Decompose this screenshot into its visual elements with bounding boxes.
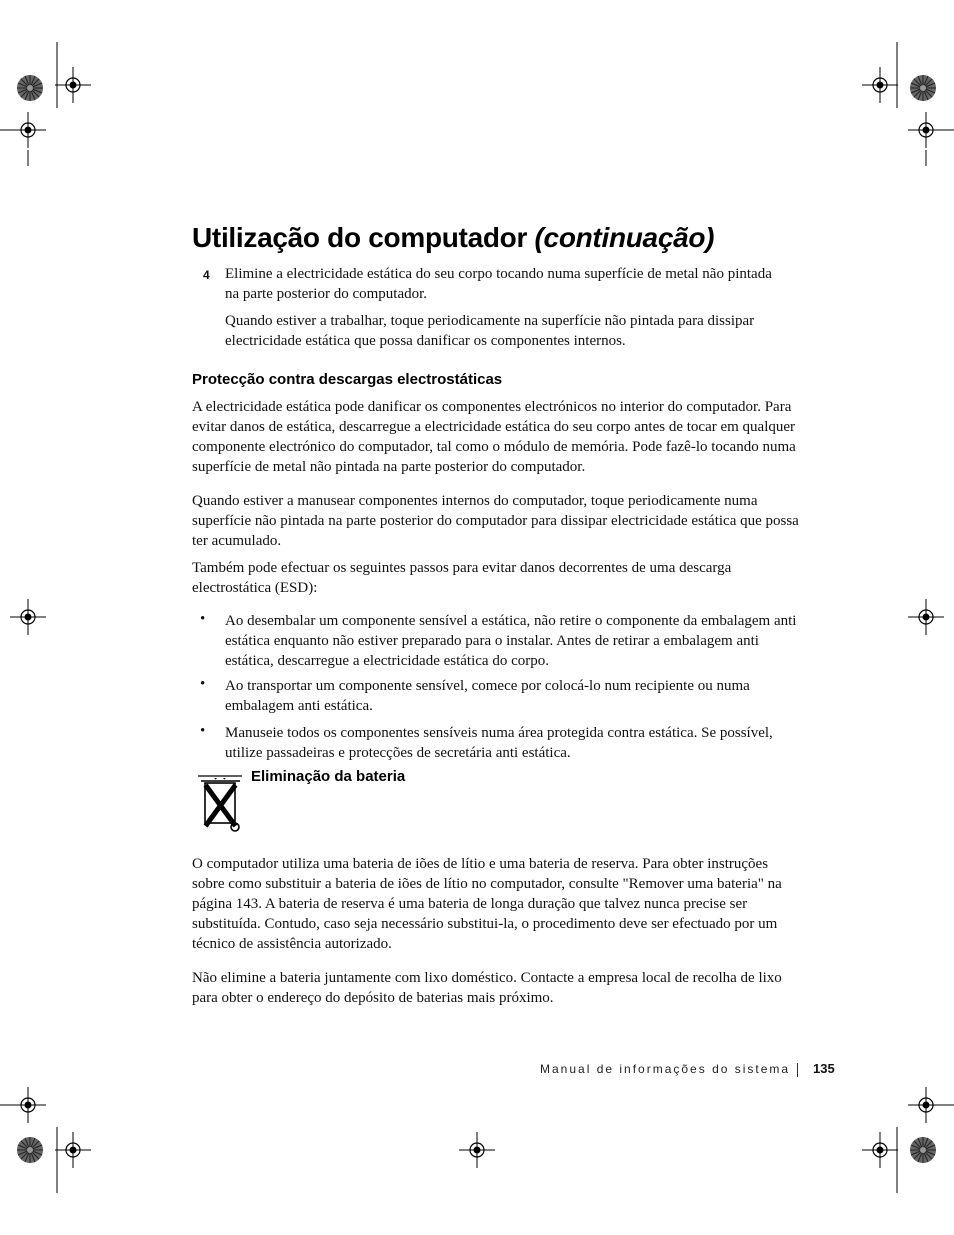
esd-paragraph: Também pode efectuar os seguintes passos para evitar danos decorrentes de uma descarga electrostática (ESD): (192, 560, 732, 596)
battery-paragraph: O computador utiliza uma bateria de iões de lítio e uma bateria de reserva. Para obter instruções sobre como substituir a bateria de iões de lítio no computador, consulte "Remover uma bateria" na página 143. A bateria de reserva é uma bateria de longa duração que talvez nunca precise ser substituída. Contudo, caso seja necessário substitui-la, o procedimento deve ser efectuado por um técnico de assistência autorizado. (192, 856, 782, 952)
bullet-marker: • (200, 611, 206, 627)
esd-heading: Protecção contra descargas electrostáticas (192, 371, 503, 388)
list-item: Ao transportar um componente sensível, comece por colocá-lo num recipiente ou numa embalagem anti estática. (225, 678, 750, 714)
page-title-continued: (continuação) (534, 222, 715, 253)
battery-paragraph: Não elimine a bateria juntamente com lixo doméstico. Contacte a empresa local de recolha de lixo para obter o endereço do depósito de baterias mais próximo. (192, 970, 782, 1006)
footer-manual-title: Manual de informações do sistema (540, 1062, 791, 1076)
footer-divider (797, 1063, 798, 1077)
list-item: Manuseie todos os componentes sensíveis numa área protegida contra estática. Se possível, utilize passadeiras e protecções de secretária anti estática. (225, 725, 773, 761)
page-number: 135 (813, 1061, 835, 1076)
bullet-marker: • (200, 723, 206, 739)
page-title: Utilização do computador (continuação) (192, 222, 715, 253)
crossed-out-bin-icon (196, 769, 248, 835)
battery-heading: Eliminação da bateria (251, 768, 406, 785)
list-item: Ao desembalar um componente sensível a estática, não retire o componente da embalagem anti estática enquanto não estiver preparado para o instalar. Antes de retirar a embalagem anti estática, descarregue a electricidade estática do corpo. (225, 613, 797, 669)
esd-paragraph: Quando estiver a manusear componentes internos do computador, toque periodicamente numa superfície não pintada na parte posterior do computador para dissipar electricidade estática que possa ter acumulado. (192, 493, 799, 549)
step-number: 4 (203, 268, 210, 282)
bullet-marker: • (200, 676, 206, 692)
step-text: Elimine a electricidade estática do seu corpo tocando numa superfície de metal não pintada na parte posterior do computador. (225, 266, 772, 302)
step-note: Quando estiver a trabalhar, toque periodicamente na superfície não pintada para dissipar electricidade estática que possa danificar os componentes internos. (225, 313, 755, 349)
esd-paragraph: A electricidade estática pode danificar os componentes electrónicos no interior do computador. Para evitar danos de estática, descarregue a electricidade estática do seu corpo antes de tocar em qualquer componente electrónico do computador, tal como o módulo de memória. Pode fazê-lo tocando numa superfície de metal não pintada na parte posterior do computador. (192, 399, 796, 475)
